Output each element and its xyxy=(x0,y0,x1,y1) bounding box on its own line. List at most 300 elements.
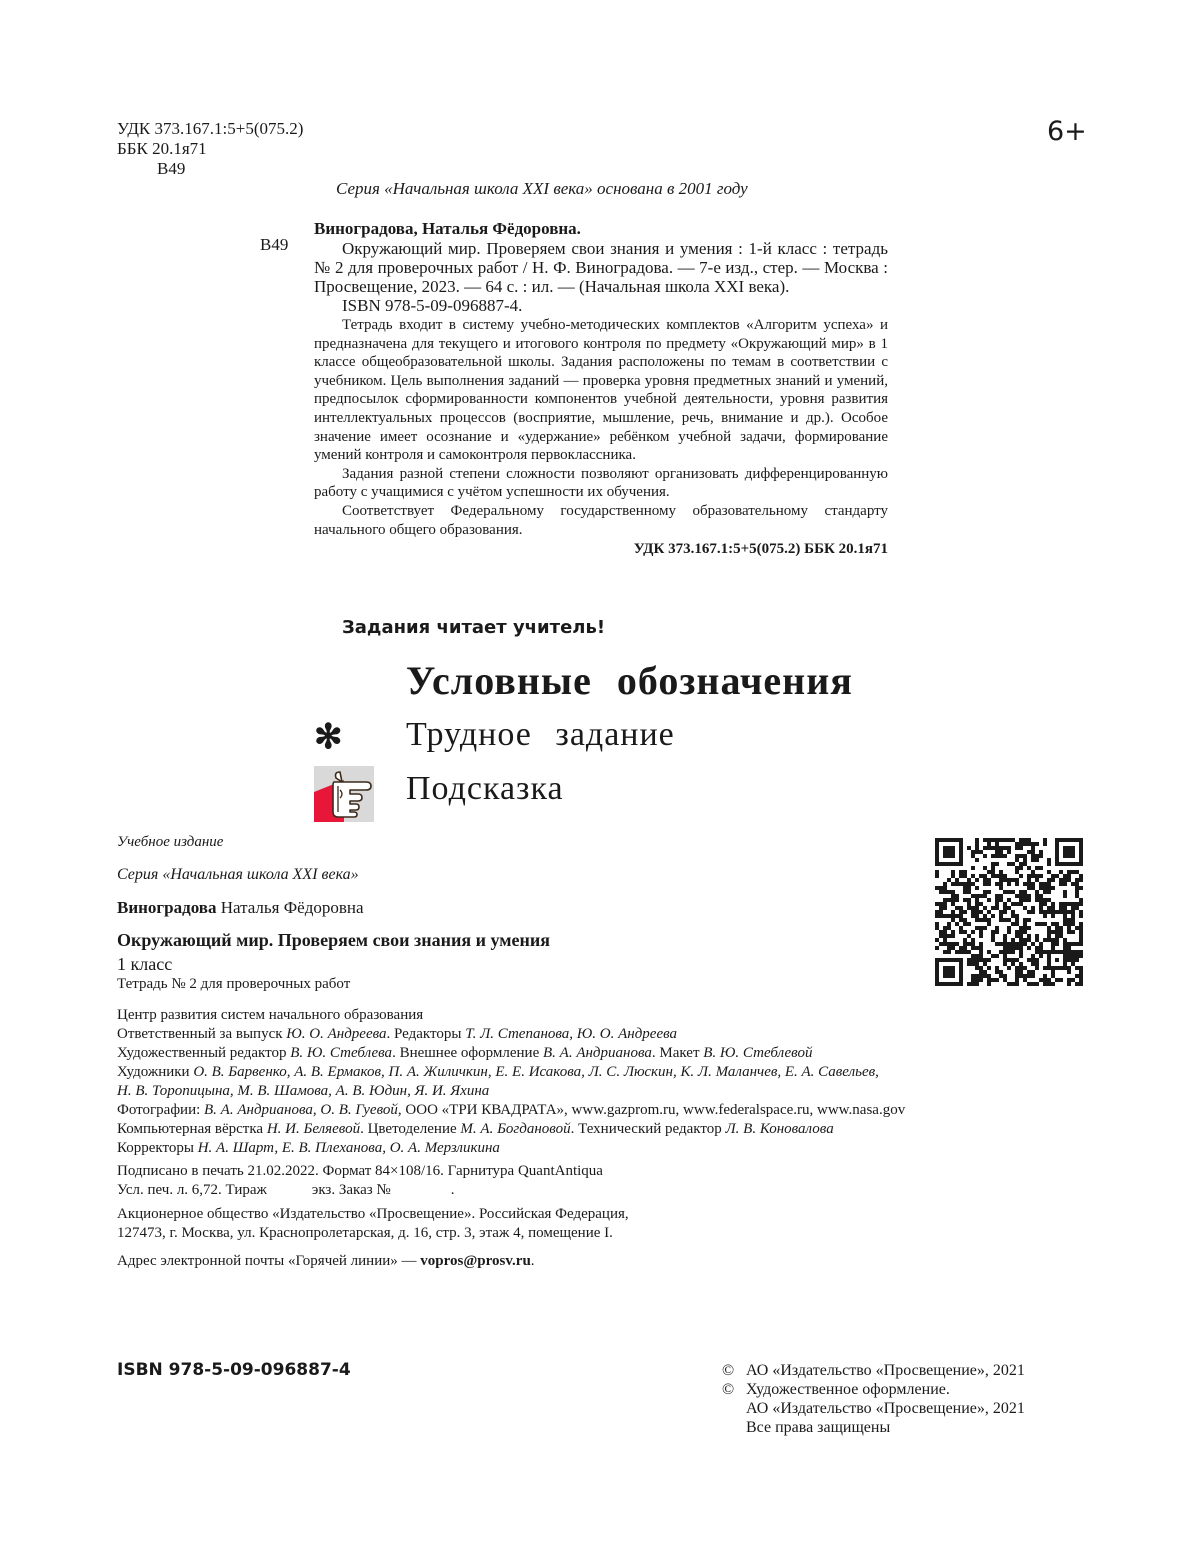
qr-module xyxy=(1075,902,1079,906)
card-annotation: Соответствует Федеральному государственному образовательному стандарту начального общего образования. xyxy=(314,502,888,538)
qr-module xyxy=(1007,930,1011,934)
qr-module xyxy=(999,878,1003,882)
qr-module xyxy=(999,838,1003,842)
qr-module xyxy=(983,914,987,918)
qr-module xyxy=(975,958,979,962)
qr-module xyxy=(951,934,955,938)
qr-module xyxy=(963,918,967,922)
qr-module xyxy=(1075,950,1079,954)
qr-module xyxy=(951,894,955,898)
qr-module xyxy=(983,958,987,962)
qr-module xyxy=(999,910,1003,914)
qr-module xyxy=(1075,906,1079,910)
qr-module xyxy=(979,954,983,958)
qr-module xyxy=(971,954,975,958)
qr-module xyxy=(963,890,967,894)
qr-module xyxy=(1015,958,1019,962)
qr-module xyxy=(983,926,987,930)
qr-module xyxy=(971,874,975,878)
qr-module xyxy=(1007,982,1011,986)
qr-module xyxy=(1055,934,1059,938)
qr-module xyxy=(1071,918,1075,922)
qr-module xyxy=(967,846,971,850)
qr-module xyxy=(1043,922,1047,926)
qr-module xyxy=(1035,898,1039,902)
qr-module xyxy=(971,906,975,910)
qr-module xyxy=(1039,906,1043,910)
qr-module xyxy=(1051,874,1055,878)
qr-module xyxy=(1051,910,1055,914)
qr-module xyxy=(1027,982,1031,986)
responsible-line: Ответственный за выпуск Ю. О. Андреева. Редакторы Т. Л. Степанова, Ю. О. Андреева xyxy=(117,1026,678,1042)
qr-module xyxy=(951,914,955,918)
qr-module xyxy=(1043,914,1047,918)
qr-module xyxy=(983,838,987,842)
qr-module xyxy=(1019,902,1023,906)
qr-module xyxy=(1035,938,1039,942)
qr-module xyxy=(955,942,959,946)
qr-module xyxy=(971,946,975,950)
qr-module xyxy=(1023,906,1027,910)
qr-module xyxy=(1015,914,1019,918)
qr-module xyxy=(979,902,983,906)
qr-module xyxy=(987,982,991,986)
qr-module xyxy=(1067,982,1071,986)
qr-module xyxy=(1011,890,1015,894)
qr-module xyxy=(1063,894,1067,898)
qr-module xyxy=(1047,858,1051,862)
qr-module xyxy=(1079,950,1083,954)
qr-module xyxy=(1059,934,1063,938)
qr-module xyxy=(1063,874,1067,878)
qr-module xyxy=(1055,938,1059,942)
qr-module xyxy=(1027,894,1031,898)
qr-module xyxy=(983,874,987,878)
qr-module xyxy=(1075,966,1079,970)
qr-module xyxy=(1079,942,1083,946)
qr-module xyxy=(963,870,967,874)
qr-module xyxy=(1031,982,1035,986)
qr-module xyxy=(1015,974,1019,978)
qr-module xyxy=(1003,954,1007,958)
qr-module xyxy=(935,874,939,878)
qr-module xyxy=(987,974,991,978)
qr-module xyxy=(1019,842,1023,846)
qr-module xyxy=(975,858,979,862)
qr-module xyxy=(1055,874,1059,878)
qr-module xyxy=(1023,854,1027,858)
card-author-mark: В49 xyxy=(260,235,289,254)
qr-module xyxy=(1003,950,1007,954)
qr-module xyxy=(951,890,955,894)
qr-module xyxy=(939,906,943,910)
qr-module xyxy=(951,874,955,878)
qr-module xyxy=(979,850,983,854)
qr-module xyxy=(1003,890,1007,894)
qr-module xyxy=(1031,882,1035,886)
copyright-line: АО «Издательство «Просвещение», 2021 xyxy=(746,1362,1025,1379)
qr-module xyxy=(959,874,963,878)
qr-module xyxy=(1027,946,1031,950)
qr-module xyxy=(1075,926,1079,930)
qr-module xyxy=(1079,886,1083,890)
qr-module xyxy=(963,874,967,878)
qr-module xyxy=(1007,890,1011,894)
qr-module xyxy=(979,934,983,938)
qr-module xyxy=(1063,906,1067,910)
qr-module xyxy=(1079,898,1083,902)
qr-module xyxy=(979,974,983,978)
qr-module xyxy=(1075,974,1079,978)
qr-module xyxy=(1003,958,1007,962)
qr-module xyxy=(983,906,987,910)
qr-module xyxy=(999,974,1003,978)
qr-module xyxy=(1055,942,1059,946)
qr-module xyxy=(1015,894,1019,898)
qr-module xyxy=(971,930,975,934)
imprint-grade: 1 класс xyxy=(117,954,173,974)
qr-module xyxy=(943,966,955,978)
qr-module xyxy=(1043,910,1047,914)
qr-module xyxy=(1035,966,1039,970)
qr-module xyxy=(991,870,995,874)
qr-module xyxy=(1039,942,1043,946)
qr-module xyxy=(987,890,991,894)
qr-module xyxy=(987,898,991,902)
author-name: Наталья Фёдоровна xyxy=(220,898,364,917)
qr-module xyxy=(1063,922,1067,926)
qr-module xyxy=(1031,854,1035,858)
qr-module xyxy=(979,970,983,974)
pointing-hand-icon xyxy=(314,766,374,822)
qr-module xyxy=(995,966,999,970)
qr-module xyxy=(995,902,999,906)
qr-module xyxy=(951,898,955,902)
qr-module xyxy=(1043,978,1047,982)
qr-module xyxy=(1031,874,1035,878)
qr-module xyxy=(975,886,979,890)
qr-module xyxy=(971,962,975,966)
qr-module xyxy=(1047,870,1051,874)
rights-reserved: Все права защищены xyxy=(746,1419,891,1436)
qr-module xyxy=(987,882,991,886)
qr-module xyxy=(1067,922,1071,926)
card-annotation: Тетрадь входит в систему учебно-методических комплектов «Алгоритм успеха» и предназначена для текущего и итогового контроля по предмету «Окружающий мир» в 1 классе общеобразовательной школы. Задания расположены по темам в соответствии с учебником. Цель выполнения заданий — проверка уровня предметных знаний и умений, предпосылок сформированности компонентов учебной деятельности, уровня развития интеллектуальных процессов (восприятие, мышление, речь, внимание и др.). Особое значение имеет осознание и «удержание» ребёнком учебной задачи, формирование умений контроля и самоконтроля первоклассника. xyxy=(314,317,888,464)
qr-module xyxy=(1039,902,1043,906)
qr-module xyxy=(1007,946,1011,950)
isbn-bottom: ISBN 978-5-09-096887-4 xyxy=(117,1360,351,1380)
qr-module xyxy=(999,886,1003,890)
qr-module xyxy=(1067,878,1071,882)
qr-module xyxy=(1063,942,1067,946)
qr-module xyxy=(983,854,987,858)
qr-module xyxy=(1015,966,1019,970)
qr-module xyxy=(1007,882,1011,886)
qr-module xyxy=(1079,970,1083,974)
qr-module xyxy=(963,930,967,934)
qr-module xyxy=(971,854,975,858)
qr-module xyxy=(995,954,999,958)
qr-module xyxy=(1019,862,1023,866)
qr-module xyxy=(975,914,979,918)
qr-code[interactable] xyxy=(935,838,1083,986)
qr-module xyxy=(1019,898,1023,902)
qr-module xyxy=(999,898,1003,902)
qr-module xyxy=(1079,978,1083,982)
qr-module xyxy=(1031,962,1035,966)
qr-module xyxy=(963,922,967,926)
qr-module xyxy=(947,898,951,902)
qr-module xyxy=(1063,890,1067,894)
qr-module xyxy=(1015,842,1019,846)
qr-module xyxy=(1063,910,1067,914)
qr-module xyxy=(1039,886,1043,890)
qr-module xyxy=(1023,858,1027,862)
qr-module xyxy=(967,934,971,938)
qr-module xyxy=(1047,906,1051,910)
qr-module xyxy=(935,910,939,914)
qr-module xyxy=(1063,902,1067,906)
qr-module xyxy=(1067,946,1071,950)
qr-module xyxy=(1075,870,1079,874)
qr-module xyxy=(1047,898,1051,902)
qr-module xyxy=(975,918,979,922)
qr-module xyxy=(1067,970,1071,974)
qr-module xyxy=(979,966,983,970)
qr-module xyxy=(951,946,955,950)
qr-module xyxy=(1003,946,1007,950)
qr-module xyxy=(1007,898,1011,902)
qr-module xyxy=(967,950,971,954)
qr-module xyxy=(1007,950,1011,954)
qr-module xyxy=(1047,886,1051,890)
qr-module xyxy=(975,962,979,966)
qr-module xyxy=(939,914,943,918)
qr-module xyxy=(1015,946,1019,950)
card-bbk: ББК 20.1я71 xyxy=(804,541,888,558)
qr-module xyxy=(1035,982,1039,986)
qr-module xyxy=(943,906,947,910)
qr-module xyxy=(999,894,1003,898)
qr-module xyxy=(991,874,995,878)
qr-module xyxy=(987,950,991,954)
qr-module xyxy=(1007,942,1011,946)
qr-module xyxy=(995,894,999,898)
qr-module xyxy=(1007,958,1011,962)
qr-module xyxy=(1003,854,1007,858)
qr-module xyxy=(1023,898,1027,902)
qr-module xyxy=(971,910,975,914)
qr-module xyxy=(1079,914,1083,918)
publisher-line-1: Акционерное общество «Издательство «Просвещение». Российская Федерация, xyxy=(117,1206,629,1222)
qr-module xyxy=(1007,850,1011,854)
qr-module xyxy=(979,978,983,982)
qr-module xyxy=(1019,934,1023,938)
qr-module xyxy=(1051,902,1055,906)
qr-module xyxy=(1067,942,1071,946)
qr-module xyxy=(1075,878,1079,882)
qr-module xyxy=(1047,862,1051,866)
qr-module xyxy=(1079,878,1083,882)
qr-module xyxy=(1059,882,1063,886)
qr-module xyxy=(1011,902,1015,906)
qr-module xyxy=(1051,982,1055,986)
qr-module xyxy=(947,878,951,882)
qr-module xyxy=(995,970,999,974)
qr-module xyxy=(959,914,963,918)
series-note: Серия «Начальная школа XXI века» основана в 2001 году xyxy=(336,179,748,198)
qr-module xyxy=(995,930,999,934)
qr-module xyxy=(943,914,947,918)
qr-module xyxy=(971,866,975,870)
qr-module xyxy=(1079,966,1083,970)
qr-module xyxy=(1079,938,1083,942)
qr-module xyxy=(999,942,1003,946)
center-line: Центр развития систем начального образования xyxy=(117,1007,424,1023)
qr-module xyxy=(983,974,987,978)
qr-module xyxy=(1015,878,1019,882)
qr-module xyxy=(1031,846,1035,850)
copyright-line: Художественное оформление. xyxy=(746,1381,950,1398)
qr-module xyxy=(1027,938,1031,942)
qr-module xyxy=(1011,942,1015,946)
qr-module xyxy=(1007,906,1011,910)
qr-module xyxy=(983,878,987,882)
qr-module xyxy=(1015,978,1019,982)
imprint-credits xyxy=(117,1006,1097,1158)
qr-module xyxy=(939,886,943,890)
qr-module xyxy=(1035,874,1039,878)
qr-module xyxy=(983,970,987,974)
qr-module xyxy=(1079,982,1083,986)
qr-module xyxy=(1047,982,1051,986)
qr-module xyxy=(1019,930,1023,934)
qr-module xyxy=(1059,870,1063,874)
qr-module xyxy=(991,906,995,910)
qr-module xyxy=(1019,938,1023,942)
qr-module xyxy=(1035,962,1039,966)
qr-module xyxy=(987,918,991,922)
qr-module xyxy=(967,886,971,890)
qr-module xyxy=(1023,974,1027,978)
qr-module xyxy=(947,890,951,894)
qr-module xyxy=(947,942,951,946)
qr-module xyxy=(1043,898,1047,902)
qr-module xyxy=(1055,926,1059,930)
qr-module xyxy=(959,910,963,914)
copyright-icon: © xyxy=(722,1362,735,1379)
qr-module xyxy=(1019,890,1023,894)
qr-module xyxy=(979,874,983,878)
qr-module xyxy=(1051,930,1055,934)
qr-module xyxy=(975,946,979,950)
publisher-details xyxy=(117,1205,1097,1243)
qr-module xyxy=(1047,910,1051,914)
qr-module xyxy=(1075,954,1079,958)
qr-module xyxy=(1043,982,1047,986)
qr-module xyxy=(1007,966,1011,970)
qr-module xyxy=(1015,918,1019,922)
qr-module xyxy=(943,934,947,938)
qr-module xyxy=(971,974,975,978)
qr-module xyxy=(1043,838,1047,842)
qr-module xyxy=(979,926,983,930)
qr-module xyxy=(1047,930,1051,934)
qr-module xyxy=(1039,978,1043,982)
qr-module xyxy=(967,878,971,882)
qr-module xyxy=(1059,906,1063,910)
qr-module xyxy=(995,898,999,902)
qr-module xyxy=(1047,890,1051,894)
qr-module xyxy=(943,890,947,894)
qr-module xyxy=(987,958,991,962)
legend-title: Условные обозначения xyxy=(406,658,853,703)
qr-module xyxy=(963,886,967,890)
qr-module xyxy=(1003,910,1007,914)
qr-module xyxy=(943,950,947,954)
qr-module xyxy=(1031,906,1035,910)
qr-module xyxy=(1019,974,1023,978)
email-link[interactable]: vopros@prosv.ru xyxy=(420,1253,531,1269)
qr-module xyxy=(1027,838,1031,842)
qr-module xyxy=(1031,954,1035,958)
qr-module xyxy=(1031,858,1035,862)
qr-module xyxy=(1079,930,1083,934)
qr-module xyxy=(1071,962,1075,966)
qr-module xyxy=(955,898,959,902)
qr-module xyxy=(1059,930,1063,934)
qr-module xyxy=(1003,962,1007,966)
qr-module xyxy=(979,910,983,914)
qr-module xyxy=(979,930,983,934)
qr-module xyxy=(1003,878,1007,882)
copyright-icon: © xyxy=(722,1381,735,1398)
copyright-block xyxy=(722,1361,1025,1437)
qr-module xyxy=(971,914,975,918)
qr-module xyxy=(947,946,951,950)
qr-module xyxy=(1079,954,1083,958)
qr-module xyxy=(1023,918,1027,922)
qr-module xyxy=(1051,938,1055,942)
qr-module xyxy=(947,922,951,926)
qr-module xyxy=(951,870,955,874)
qr-module xyxy=(1031,974,1035,978)
qr-module xyxy=(1015,870,1019,874)
qr-module xyxy=(999,874,1003,878)
qr-module xyxy=(991,978,995,982)
qr-module xyxy=(1067,954,1071,958)
qr-module xyxy=(1071,978,1075,982)
qr-module xyxy=(1023,862,1027,866)
qr-module xyxy=(971,942,975,946)
catalog-card xyxy=(260,219,888,558)
qr-module xyxy=(1023,926,1027,930)
qr-module xyxy=(939,934,943,938)
qr-module xyxy=(1023,942,1027,946)
card-classification xyxy=(314,540,888,558)
qr-module xyxy=(1035,854,1039,858)
qr-module xyxy=(1031,870,1035,874)
edition-type: Учебное издание xyxy=(117,834,224,850)
qr-module xyxy=(1059,878,1063,882)
qr-module xyxy=(1019,926,1023,930)
qr-module xyxy=(967,906,971,910)
qr-module xyxy=(987,978,991,982)
qr-module xyxy=(1039,910,1043,914)
print-details xyxy=(117,1162,1097,1200)
qr-module xyxy=(1043,974,1047,978)
qr-module xyxy=(1055,930,1059,934)
